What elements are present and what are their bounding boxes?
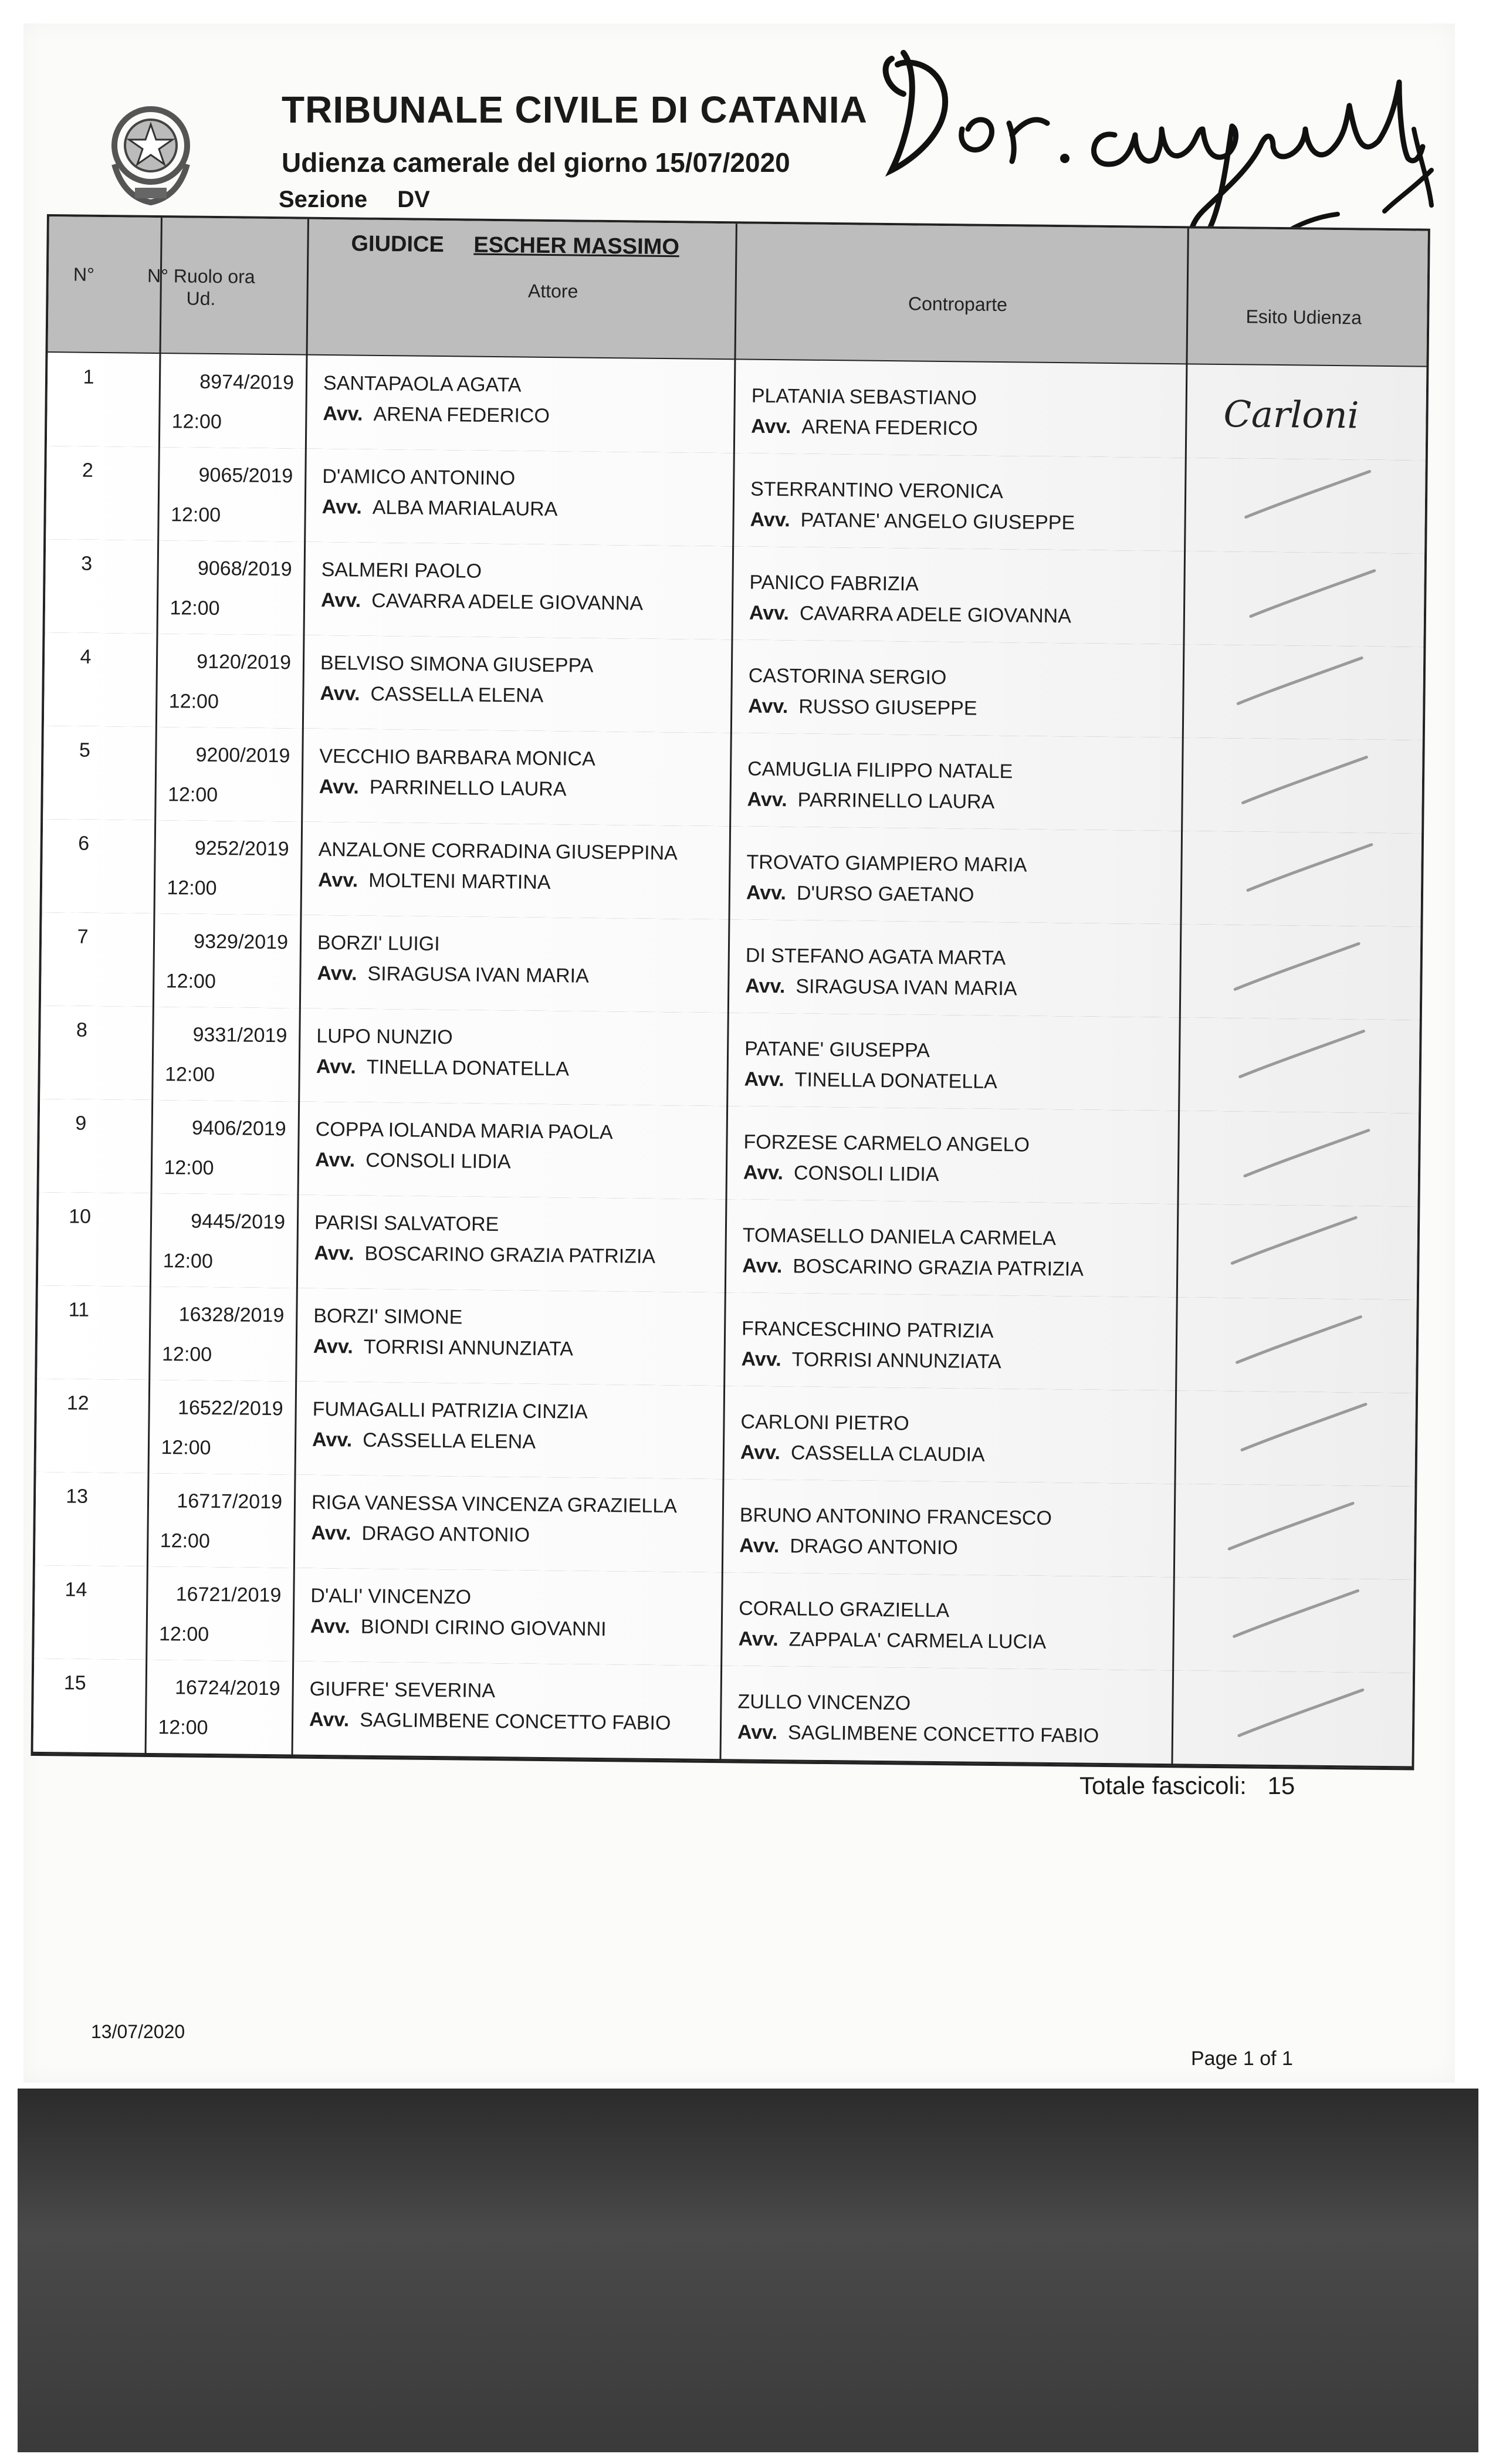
- case-number: 9200/2019: [195, 743, 290, 767]
- plaintiff-lawyer-name: ALBA MARIALAURA: [372, 496, 558, 521]
- plaintiff-lawyer-name: PARRINELLO LAURA: [369, 776, 567, 801]
- plaintiff-lawyer: [318, 869, 551, 894]
- lawyer-prefix: Avv.: [742, 1254, 783, 1278]
- plaintiff-lawyer: [316, 1055, 570, 1081]
- defendant-name: DI STEFANO AGATA MARTA: [745, 944, 1006, 970]
- lawyer-prefix: Avv.: [744, 1068, 784, 1091]
- judge-label: GIUDICE: [351, 231, 445, 258]
- hearing-outcome: [1180, 1111, 1417, 1206]
- hearing-outcome: [1187, 458, 1424, 553]
- hearing-time: 12:00: [164, 1063, 215, 1087]
- handwritten-dash-mark: [1181, 1017, 1418, 1113]
- case-number: 9445/2019: [191, 1210, 286, 1234]
- table-row: [35, 1472, 1415, 1582]
- section-label: Sezione: [279, 187, 368, 212]
- plaintiff-lawyer: [320, 682, 543, 708]
- handwritten-dash-mark: [1186, 551, 1423, 647]
- hearing-outcome: [1186, 551, 1423, 647]
- hearing-time: 12:00: [161, 1436, 211, 1460]
- row-number: 7: [77, 925, 89, 948]
- hearing-outcome: [1184, 737, 1421, 833]
- lawyer-prefix: Avv.: [313, 1335, 354, 1358]
- dash-stroke: [1240, 1030, 1364, 1078]
- plaintiff-lawyer-name: BOSCARINO GRAZIA PATRIZIA: [364, 1242, 656, 1268]
- hearing-outcome: [1177, 1390, 1414, 1486]
- defendant-lawyer: [750, 509, 1075, 535]
- table-row: [46, 446, 1426, 556]
- plaintiff-lawyer-name: TINELLA DONATELLA: [366, 1055, 570, 1081]
- plaintiff-lawyer-name: MOLTENI MARTINA: [368, 869, 551, 894]
- table-row: [45, 539, 1425, 649]
- case-number: 16522/2019: [177, 1396, 283, 1420]
- lawyer-prefix: Avv.: [739, 1534, 780, 1558]
- hearing-time: 12:00: [158, 1623, 209, 1646]
- defendant-lawyer: [746, 882, 974, 907]
- hearing-outcome: [1183, 831, 1420, 926]
- lawyer-prefix: Avv.: [314, 1148, 356, 1172]
- section-value: DV: [397, 187, 430, 212]
- table-row: [36, 1379, 1416, 1488]
- defendant-lawyer: [743, 1162, 939, 1186]
- plaintiff-lawyer-name: CONSOLI LIDIA: [365, 1149, 511, 1173]
- plaintiff-lawyer-name: BIONDI CIRINO GIOVANNI: [360, 1615, 607, 1641]
- table-row: [47, 353, 1427, 462]
- lawyer-prefix: Avv.: [747, 788, 787, 811]
- defendant-name: CARLONI PIETRO: [740, 1410, 909, 1435]
- hearing-outcome: [1185, 644, 1422, 740]
- defendant-lawyer-name: SAGLIMBENE CONCETTO FABIO: [787, 1721, 1099, 1747]
- column-header-ruolo: N° Ruolo ora Ud.: [147, 265, 255, 310]
- plaintiff-lawyer: [317, 962, 589, 988]
- handwritten-dash-mark: [1177, 1390, 1414, 1486]
- plaintiff-name: D'ALI' VINCENZO: [310, 1584, 472, 1609]
- table-row: [39, 1099, 1419, 1209]
- plaintiff-name: BORZI' SIMONE: [313, 1304, 463, 1329]
- dash-stroke: [1229, 1502, 1353, 1550]
- plaintiff-lawyer-name: CASSELLA ELENA: [362, 1429, 536, 1453]
- row-number: 2: [82, 459, 94, 482]
- case-number: 9252/2019: [194, 837, 289, 861]
- defendant-lawyer: [739, 1534, 958, 1559]
- column-header-attore: Attore: [527, 280, 578, 302]
- plaintiff-lawyer-name: CAVARRA ADELE GIOVANNA: [371, 589, 644, 615]
- case-number: 9065/2019: [198, 463, 293, 488]
- defendant-name: CORALLO GRAZIELLA: [738, 1597, 950, 1622]
- lawyer-prefix: Avv.: [738, 1627, 779, 1651]
- defendant-name: CAMUGLIA FILIPPO NATALE: [747, 757, 1013, 783]
- plaintiff-lawyer: [323, 402, 550, 428]
- defendant-lawyer-name: PARRINELLO LAURA: [797, 788, 995, 813]
- table-row: [37, 1285, 1417, 1395]
- row-number: 6: [78, 832, 90, 855]
- row-number: 14: [65, 1578, 87, 1601]
- hearing-outcome: [1178, 1297, 1415, 1393]
- hearing-time: 12:00: [167, 783, 218, 807]
- defendant-lawyer-name: SIRAGUSA IVAN MARIA: [796, 975, 1017, 1000]
- row-number: 13: [65, 1485, 89, 1508]
- handwritten-dash-mark: [1187, 458, 1424, 553]
- plaintiff-name: D'AMICO ANTONINO: [322, 465, 516, 490]
- judge-name: ESCHER MASSIMO: [473, 232, 680, 260]
- plaintiff-lawyer: [315, 1149, 511, 1173]
- page-number: Page 1 of 1: [1191, 2047, 1293, 2070]
- dash-stroke: [1245, 1129, 1369, 1177]
- case-number: 16724/2019: [174, 1676, 280, 1700]
- case-number: 9068/2019: [197, 557, 292, 581]
- lawyer-prefix: Avv.: [312, 1428, 353, 1451]
- plaintiff-lawyer-name: CASSELLA ELENA: [370, 682, 544, 707]
- defendant-lawyer-name: ARENA FEDERICO: [801, 415, 978, 440]
- plaintiff-lawyer: [321, 589, 643, 615]
- defendant-lawyer-name: TINELLA DONATELLA: [794, 1068, 998, 1094]
- dash-stroke: [1235, 942, 1359, 990]
- lawyer-prefix: Avv.: [750, 508, 790, 532]
- plaintiff-name: SANTAPAOLA AGATA: [323, 371, 522, 397]
- defendant-lawyer-name: CONSOLI LIDIA: [793, 1162, 939, 1186]
- defendant-lawyer-name: TORRISI ANNUNZIATA: [791, 1348, 1001, 1373]
- column-header-controparte: Controparte: [908, 293, 1008, 316]
- defendant-name: PANICO FABRIZIA: [749, 571, 919, 595]
- defendant-lawyer-name: DRAGO ANTONIO: [790, 1535, 959, 1559]
- defendant-name: TROVATO GIAMPIERO MARIA: [746, 851, 1027, 876]
- lawyer-prefix: Avv.: [317, 868, 358, 892]
- case-number: 9331/2019: [192, 1023, 287, 1047]
- lawyer-prefix: Avv.: [741, 1348, 781, 1371]
- handwritten-dash-mark: [1184, 737, 1421, 833]
- plaintiff-lawyer: [311, 1522, 530, 1547]
- plaintiff-lawyer-name: SAGLIMBENE CONCETTO FABIO: [359, 1708, 671, 1735]
- hearing-outcome: [1182, 924, 1419, 1020]
- plaintiff-name: SALMERI PAOLO: [321, 558, 482, 583]
- plaintiff-lawyer: [314, 1242, 655, 1268]
- lawyer-prefix: Avv.: [746, 881, 787, 905]
- hearing-table: [31, 214, 1430, 1771]
- row-number: 1: [83, 365, 94, 388]
- row-number: 4: [80, 645, 92, 668]
- defendant-name: CASTORINA SERGIO: [748, 664, 947, 689]
- print-date: 13/07/2020: [91, 2021, 185, 2042]
- page-title: TRIBUNALE CIVILE DI CATANIA: [282, 89, 868, 131]
- row-number: 5: [79, 739, 91, 761]
- column-header-esito: Esito Udienza: [1245, 306, 1362, 329]
- hearing-time: 12:00: [168, 690, 219, 713]
- defendant-name: STERRANTINO VERONICA: [750, 478, 1004, 503]
- handwritten-dash-mark: [1174, 1670, 1411, 1766]
- handwritten-outcome-note: [1188, 364, 1425, 460]
- dash-stroke: [1242, 1403, 1366, 1451]
- row-number: 12: [66, 1392, 89, 1414]
- row-number: 15: [63, 1671, 86, 1694]
- plaintiff-name: BELVISO SIMONA GIUSEPPA: [320, 651, 594, 677]
- lawyer-prefix: Avv.: [319, 775, 360, 798]
- lawyer-prefix: Avv.: [311, 1521, 351, 1545]
- dash-stroke: [1246, 470, 1370, 518]
- lawyer-prefix: Avv.: [740, 1441, 781, 1464]
- dash-stroke: [1243, 756, 1367, 804]
- plaintiff-lawyer-name: DRAGO ANTONIO: [361, 1522, 530, 1546]
- plaintiff-lawyer: [310, 1615, 607, 1641]
- table-row: [38, 1192, 1418, 1302]
- lawyer-prefix: Avv.: [314, 1241, 354, 1265]
- total-files: [1079, 1772, 1295, 1800]
- dash-stroke: [1251, 570, 1375, 618]
- hearing-time: 12:00: [171, 410, 222, 434]
- table-row: [44, 632, 1424, 742]
- defendant-lawyer-name: CASSELLA CLAUDIA: [790, 1441, 985, 1466]
- hearing-time: 12:00: [163, 1250, 214, 1273]
- column-header-num: N°: [73, 263, 95, 285]
- lawyer-prefix: Avv.: [320, 682, 360, 705]
- hearing-outcome: [1179, 1204, 1416, 1299]
- lawyer-prefix: Avv.: [310, 1615, 351, 1638]
- defendant-name: ZULLO VINCENZO: [737, 1690, 911, 1715]
- plaintiff-lawyer: [322, 496, 558, 521]
- plaintiff-name: LUPO NUNZIO: [316, 1024, 453, 1049]
- defendant-lawyer: [745, 975, 1017, 1001]
- defendant-name: BRUNO ANTONINO FRANCESCO: [739, 1504, 1052, 1530]
- lawyer-prefix: Avv.: [751, 415, 791, 438]
- lawyer-prefix: Avv.: [737, 1721, 778, 1744]
- dash-stroke: [1239, 1688, 1363, 1737]
- hearing-time: 12:00: [170, 597, 220, 620]
- handwritten-dash-mark: [1178, 1297, 1415, 1393]
- judge-line: [351, 231, 679, 260]
- plaintiff-name: GIUFRE' SEVERINA: [309, 1677, 496, 1703]
- defendant-lawyer-name: BOSCARINO GRAZIA PATRIZIA: [793, 1255, 1084, 1281]
- defendant-lawyer: [737, 1721, 1099, 1747]
- scanner-background: [18, 2089, 1478, 2452]
- hearing-outcome: [1174, 1670, 1411, 1766]
- hearing-outcome: [1181, 1017, 1418, 1113]
- hearing-time: 12:00: [165, 970, 216, 993]
- defendant-name: FORZESE CARMELO ANGELO: [743, 1131, 1030, 1156]
- plaintiff-name: VECCHIO BARBARA MONICA: [319, 744, 595, 770]
- plaintiff-name: PARISI SALVATORE: [314, 1211, 499, 1236]
- handwritten-signature: [868, 41, 1455, 252]
- defendant-lawyer: [748, 695, 977, 720]
- plaintiff-lawyer-name: TORRISI ANNUNZIATA: [363, 1335, 574, 1360]
- defendant-lawyer: [744, 1068, 997, 1094]
- plaintiff-name: BORZI' LUIGI: [317, 931, 440, 956]
- handwritten-dash-mark: [1180, 1111, 1417, 1206]
- italian-republic-emblem-icon: [100, 94, 202, 208]
- defendant-lawyer: [751, 415, 978, 441]
- plaintiff-lawyer: [319, 776, 567, 801]
- case-number: 8974/2019: [199, 370, 295, 394]
- plaintiff-lawyer-name: ARENA FEDERICO: [373, 402, 550, 427]
- defendant-lawyer-name: PATANE' ANGELO GIUSEPPE: [800, 509, 1075, 534]
- lawyer-prefix: Avv.: [743, 1161, 784, 1184]
- hearing-time: 12:00: [167, 876, 217, 900]
- hearing-date-subtitle: Udienza camerale del giorno 15/07/2020: [282, 147, 790, 178]
- defendant-name: PLATANIA SEBASTIANO: [751, 384, 977, 409]
- defendant-lawyer-name: ZAPPALA' CARMELA LUCIA: [788, 1628, 1047, 1653]
- table-row: [41, 912, 1421, 1022]
- handwritten-dash-mark: [1185, 644, 1422, 740]
- defendant-lawyer: [740, 1441, 985, 1466]
- row-number: 8: [76, 1018, 88, 1041]
- case-number: 9406/2019: [191, 1116, 286, 1140]
- defendant-lawyer-name: CAVARRA ADELE GIOVANNA: [799, 602, 1072, 628]
- hearing-outcome: [1175, 1577, 1412, 1673]
- lawyer-prefix: Avv.: [748, 695, 788, 718]
- defendant-lawyer: [742, 1255, 1084, 1281]
- handwritten-outcome-text: Carloni: [1223, 392, 1359, 437]
- hearing-time: 12:00: [158, 1716, 208, 1739]
- hearing-time: 12:00: [161, 1343, 212, 1366]
- table-row: [40, 1006, 1420, 1115]
- row-number: 11: [68, 1298, 90, 1321]
- handwritten-dash-mark: [1179, 1204, 1416, 1299]
- total-files-value: 15: [1267, 1772, 1295, 1799]
- case-number: 9120/2019: [197, 650, 292, 674]
- defendant-lawyer: [741, 1348, 1001, 1374]
- handwritten-dash-mark: [1183, 831, 1420, 926]
- plaintiff-name: FUMAGALLI PATRIZIA CINZIA: [312, 1397, 588, 1423]
- plaintiff-lawyer: [313, 1335, 573, 1361]
- lawyer-prefix: Avv.: [317, 962, 357, 985]
- table-row: [33, 1659, 1413, 1768]
- case-number: 16328/2019: [178, 1303, 285, 1327]
- plaintiff-lawyer-name: SIRAGUSA IVAN MARIA: [367, 962, 589, 987]
- table-header: [48, 216, 1428, 368]
- defendant-name: TOMASELLO DANIELA CARMELA: [742, 1224, 1057, 1250]
- defendant-name: FRANCESCHINO PATRIZIA: [741, 1317, 994, 1343]
- hearing-outcome: [1176, 1484, 1413, 1579]
- hearing-time: 12:00: [160, 1529, 211, 1553]
- defendant-lawyer-name: D'URSO GAETANO: [796, 882, 974, 906]
- row-number: 3: [81, 552, 93, 575]
- total-files-label: Totale fascicoli:: [1079, 1772, 1247, 1799]
- lawyer-prefix: Avv.: [321, 495, 363, 519]
- lawyer-prefix: Avv.: [749, 601, 790, 625]
- lawyer-prefix: Avv.: [316, 1055, 357, 1078]
- plaintiff-lawyer: [309, 1708, 671, 1735]
- defendant-lawyer-name: RUSSO GIUSEPPE: [798, 695, 977, 720]
- lawyer-prefix: Avv.: [745, 974, 786, 998]
- case-number: 9329/2019: [194, 930, 289, 954]
- hearing-outcome: [1188, 364, 1425, 460]
- plaintiff-name: RIGA VANESSA VINCENZA GRAZIELLA: [311, 1491, 678, 1518]
- dash-stroke: [1248, 844, 1372, 892]
- table-row: [34, 1565, 1414, 1675]
- plaintiff-name: ANZALONE CORRADINA GIUSEPPINA: [318, 838, 678, 865]
- row-number: 9: [75, 1112, 87, 1135]
- plaintiff-name: COPPA IOLANDA MARIA PAOLA: [315, 1118, 613, 1144]
- handwritten-dash-mark: [1182, 924, 1419, 1020]
- handwritten-dash-mark: [1176, 1484, 1413, 1579]
- lawyer-prefix: Avv.: [323, 402, 363, 425]
- dash-stroke: [1237, 1315, 1361, 1363]
- lawyer-prefix: Avv.: [309, 1708, 350, 1731]
- defendant-lawyer: [738, 1627, 1046, 1653]
- section-line: [279, 187, 430, 213]
- defendant-name: PATANE' GIUSEPPA: [744, 1037, 930, 1062]
- case-number: 16717/2019: [177, 1490, 283, 1514]
- table-row: [42, 819, 1422, 929]
- table-row: [43, 726, 1423, 835]
- plaintiff-lawyer: [312, 1429, 536, 1454]
- dash-stroke: [1238, 656, 1362, 705]
- hearing-time: 12:00: [164, 1156, 214, 1180]
- hearing-time: 12:00: [170, 503, 221, 527]
- lawyer-prefix: Avv.: [320, 588, 361, 612]
- defendant-lawyer: [749, 602, 1071, 628]
- dash-stroke: [1234, 1589, 1358, 1637]
- dash-stroke: [1232, 1216, 1356, 1264]
- row-number: 10: [68, 1205, 92, 1228]
- case-number: 16721/2019: [175, 1583, 282, 1607]
- handwritten-dash-mark: [1175, 1577, 1412, 1673]
- defendant-lawyer: [747, 788, 994, 814]
